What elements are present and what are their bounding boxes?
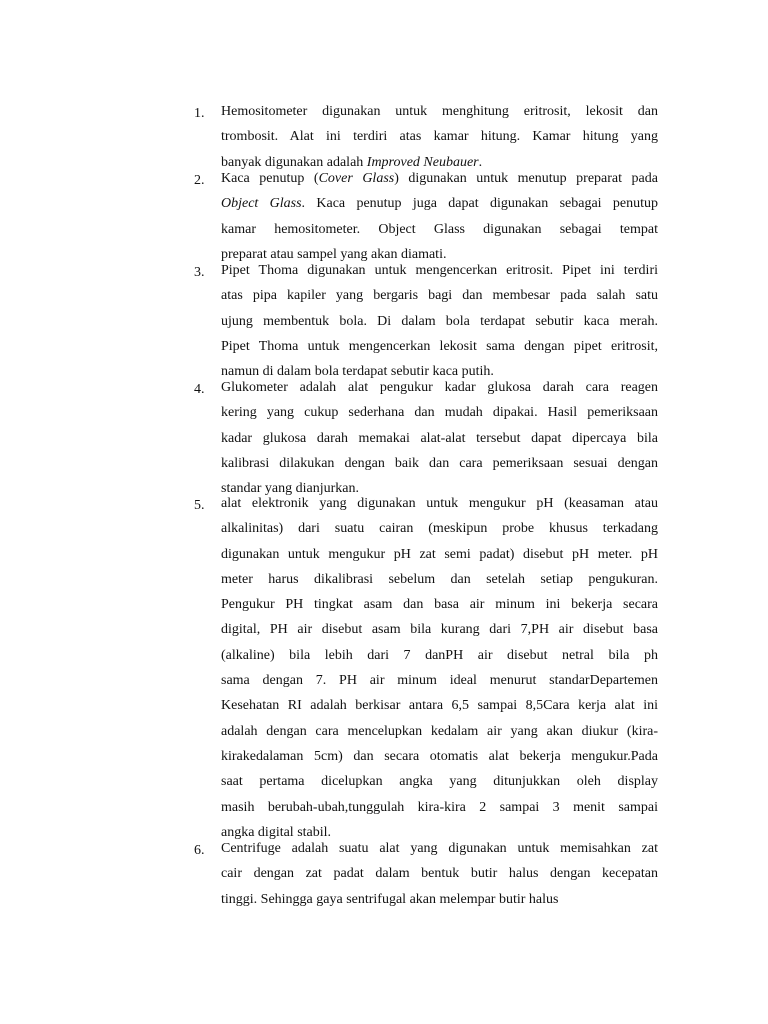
text-segment: banyak digunakan adalah xyxy=(221,154,367,170)
text-line xyxy=(221,124,658,149)
text-line xyxy=(221,334,658,359)
text-segment: namun di dalam bola terdapat sebutir kaca putih. xyxy=(221,364,494,380)
text-line xyxy=(221,542,658,567)
text-segment: alat elektronik yang digunakan untuk mengukur pH (keasaman atau xyxy=(221,496,658,511)
text-segment: . Kaca penutup juga dapat digunakan sebagai penutup xyxy=(301,196,658,212)
text-segment: Pipet Thoma untuk mengencerkan lekosit sama dengan pipet eritrosit, xyxy=(221,338,658,354)
text-segment: kirakedalaman 5cm) dan secara otomatis alat bekerja mengukur.Pada xyxy=(221,748,658,764)
text-segment: meter harus dikalibrasi sebelum dan setelah setiap pengukuran. xyxy=(221,571,658,587)
text-segment: adalah dengan cara mencelupkan kedalam air yang akan diukur (kira- xyxy=(221,723,658,739)
text-line xyxy=(221,491,658,516)
text-line xyxy=(221,516,658,541)
text-line xyxy=(221,283,658,308)
text-line xyxy=(221,99,658,124)
text-segment: kalibrasi dilakukan dengan baik dan cara pemeriksaan sesuai dengan xyxy=(221,455,658,471)
list-item-number: 3. xyxy=(194,265,205,280)
text-segment: trombosit. Alat ini terdiri atas kamar hitung. Kamar hitung yang xyxy=(221,129,658,145)
text-segment: angka digital stabil. xyxy=(221,824,332,840)
text-segment: (alkaline) bila lebih dari 7 danPH air disebut netral bila ph xyxy=(221,647,658,663)
text-segment: Kesehatan RI adalah berkisar antara 6,5 sampai 8,5Cara kerja alat ini xyxy=(221,698,658,714)
text-segment: Kaca penutup ( xyxy=(221,171,319,186)
list-item-text xyxy=(221,836,658,912)
text-segment: ujung membentuk bola. Di dalam bola terdapat sebutir kaca merah. xyxy=(221,313,658,329)
list-item-number: 6. xyxy=(194,843,205,858)
text-segment: saat pertama dicelupkan angka yang ditunjukkan oleh display xyxy=(221,774,658,790)
text-segment: tinggi. Sehingga gaya sentrifugal akan melempar butir halus xyxy=(221,891,559,907)
list-item-number: 2. xyxy=(194,173,205,188)
text-segment: ) digunakan untuk menutup preparat pada xyxy=(394,171,658,186)
text-segment: Pengukur PH tingkat asam dan basa air minum ini bekerja secara xyxy=(221,597,658,613)
text-line xyxy=(221,217,658,242)
text-line xyxy=(221,769,658,794)
text-line xyxy=(221,795,658,820)
text-line xyxy=(221,191,658,216)
text-line xyxy=(221,643,658,668)
italic-text: Object Glass xyxy=(221,196,302,212)
text-segment: kering yang cukup sederhana dan mudah dipakai. Hasil pemeriksaan xyxy=(221,405,658,421)
text-line xyxy=(221,668,658,693)
text-segment: Hemositometer digunakan untuk menghitung eritrosit, lekosit dan xyxy=(221,104,658,119)
list-item-text xyxy=(221,491,658,845)
list-item-text xyxy=(221,375,658,501)
text-segment: sama dengan 7. PH air minum ideal menurut standarDepartemen xyxy=(221,673,658,689)
list-item-number: 4. xyxy=(194,382,205,397)
text-line xyxy=(221,719,658,744)
text-segment: cair dengan zat padat dalam bentuk butir halus dengan kecepatan xyxy=(221,866,658,882)
text-line xyxy=(221,861,658,886)
italic-text: Improved Neubauer xyxy=(366,154,479,170)
text-segment: digital, PH air disebut asam bila kurang dari 7,PH air disebut basa xyxy=(221,622,658,638)
text-segment: . xyxy=(478,154,483,170)
list-item-number: 1. xyxy=(194,106,205,121)
text-segment: Centrifuge adalah suatu alat yang digunakan untuk memisahkan zat xyxy=(221,841,658,856)
text-line xyxy=(221,426,658,451)
list-item-text xyxy=(221,99,658,175)
text-line xyxy=(221,617,658,642)
text-line xyxy=(221,887,658,912)
text-line xyxy=(221,592,658,617)
italic-text: Cover Glass xyxy=(318,171,395,186)
list-item-number: 5. xyxy=(194,498,205,513)
text-segment: kamar hemositometer. Object Glass digunakan sebagai tempat xyxy=(221,221,658,237)
text-segment: Glukometer adalah alat pengukur kadar glukosa darah cara reagen xyxy=(221,380,658,395)
text-segment: atas pipa kapiler yang bergaris bagi dan membesar pada salah satu xyxy=(221,288,658,304)
text-line xyxy=(221,375,658,400)
text-line xyxy=(221,744,658,769)
text-line xyxy=(221,693,658,718)
text-segment: Pipet Thoma digunakan untuk mengencerkan eritrosit. Pipet ini terdiri xyxy=(221,263,658,278)
text-line xyxy=(221,258,658,283)
text-line xyxy=(221,836,658,861)
text-line xyxy=(221,567,658,592)
text-line xyxy=(221,309,658,334)
text-line xyxy=(221,400,658,425)
text-segment: masih berubah-ubah,tunggulah kira-kira 2 sampai 3 menit sampai xyxy=(221,799,658,815)
text-segment: alkalinitas) dari suatu cairan (meskipun probe khusus terkadang xyxy=(221,521,658,537)
text-line xyxy=(221,166,658,191)
text-line xyxy=(221,451,658,476)
text-segment: standar yang dianjurkan. xyxy=(221,481,360,497)
list-item-text xyxy=(221,166,658,267)
text-segment: digunakan untuk mengukur pH zat semi padat) disebut pH meter. pH xyxy=(221,546,658,562)
list-item-text xyxy=(221,258,658,384)
text-segment: preparat atau sampel yang akan diamati. xyxy=(221,246,447,262)
text-segment: kadar glukosa darah memakai alat-alat tersebut dapat dipercaya bila xyxy=(221,430,658,446)
